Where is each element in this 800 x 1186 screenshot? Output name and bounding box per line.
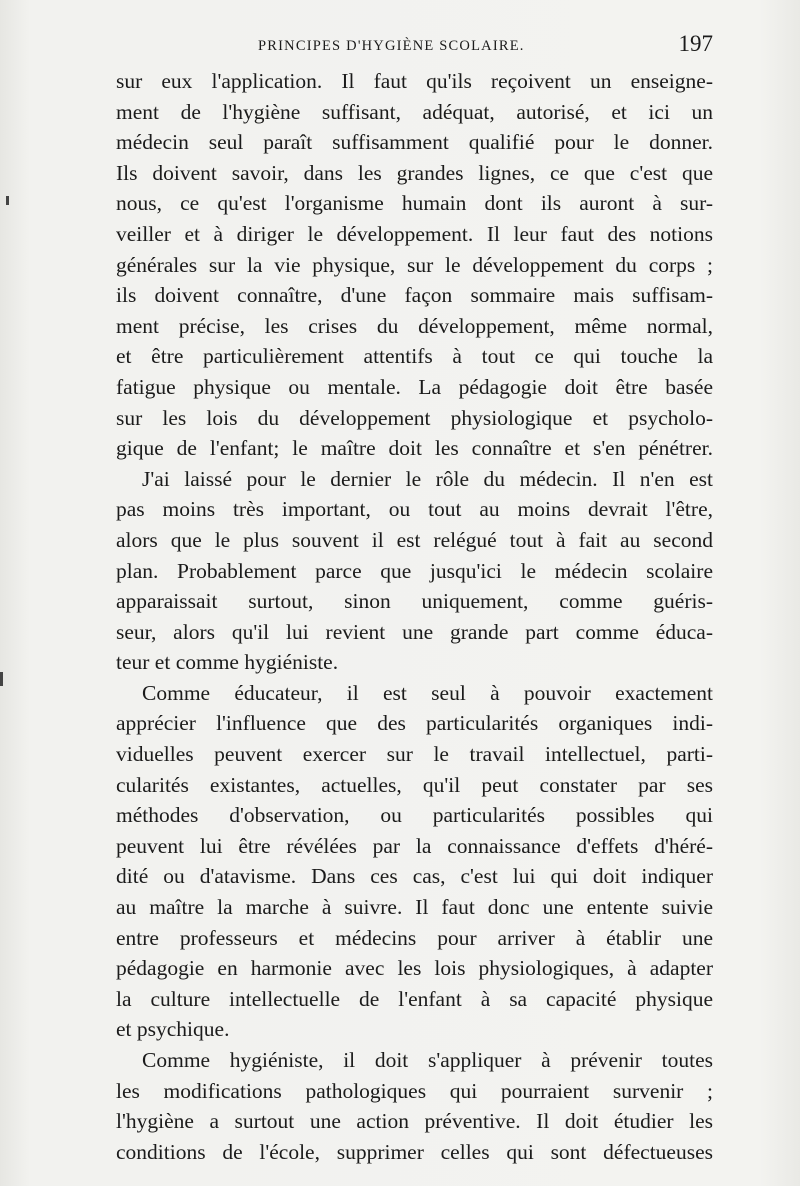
text-line: médecin seul paraît suffisamment qualifié pour le donner.: [116, 130, 713, 155]
text-line: viduelles peuvent exercer sur le travail intellectuel, parti-: [116, 742, 713, 767]
text-line: ils doivent connaître, d'une façon sommaire mais suffisam-: [116, 283, 713, 308]
text-line: les modifications pathologiques qui pourraient survenir ;: [116, 1078, 713, 1103]
text-line: et psychique.: [116, 1017, 230, 1042]
text-line: cularités existantes, actuelles, qu'il peut constater par ses: [116, 772, 713, 797]
text-line: sur eux l'application. Il faut qu'ils reçoivent un enseigne-: [116, 69, 713, 93]
text-line: nous, ce qu'est l'organisme humain dont ils auront à sur-: [116, 191, 713, 216]
margin-mark: [0, 672, 3, 686]
text-line: méthodes d'observation, ou particularités possibles qui: [116, 803, 713, 828]
text-line: générales sur la vie physique, sur le développement du corps ;: [116, 252, 713, 277]
page-number: 197: [678, 31, 713, 56]
text-line: peuvent lui être révélées par la connaissance d'effets d'héré-: [116, 833, 713, 858]
text-line: pas moins très important, ou tout au moins devrait l'être,: [116, 497, 713, 522]
margin-mark: [6, 196, 9, 205]
text-line: veiller et à diriger le développement. Il leur faut des notions: [116, 221, 713, 246]
running-head: [118, 31, 713, 58]
text-line: sur les lois du développement physiologique et psycholo-: [116, 405, 713, 430]
text-line: apparaissait surtout, sinon uniquement, comme guéris-: [116, 589, 713, 614]
text-line: Comme éducateur, il est seul à pouvoir exactement: [142, 680, 713, 705]
text-line: apprécier l'influence que des particularités organiques indi-: [116, 711, 713, 736]
text-line: pédagogie en harmonie avec les lois physiologiques, à adapter: [116, 956, 713, 981]
text-line: Comme hygiéniste, il doit s'appliquer à prévenir toutes: [142, 1048, 713, 1072]
text-line: ment précise, les crises du développement, même normal,: [116, 313, 713, 338]
text-line: la culture intellectuelle de l'enfant à sa capacité physique: [116, 986, 713, 1011]
text-line: et être particulièrement attentifs à tout ce qui touche la: [116, 344, 713, 369]
text-line: ment de l'hygiène suffisant, adéquat, autorisé, et ici un: [116, 99, 713, 124]
text-line: seur, alors qu'il lui revient une grande part comme éduca-: [116, 619, 713, 644]
text-line: plan. Probablement parce que jusqu'ici le médecin scolaire: [116, 558, 713, 583]
text-line: conditions de l'école, supprimer celles qui sont défectueuses: [116, 1139, 713, 1164]
text-line: teur et comme hygiéniste.: [116, 650, 339, 675]
text-line: gique de l'enfant; le maître doit les connaître et s'en pénétrer.: [116, 436, 713, 461]
text-line: J'ai laissé pour le dernier le rôle du médecin. Il n'en est: [142, 466, 713, 491]
text-line: l'hygiène a surtout une action préventive. Il doit étudier les: [116, 1109, 713, 1134]
text-line: dité ou d'atavisme. Dans ces cas, c'est lui qui doit indiquer: [116, 864, 713, 889]
body-text: [116, 66, 713, 1167]
text-line: alors que le plus souvent il est relégué tout à fait au second: [116, 527, 713, 552]
text-line: au maître la marche à suivre. Il faut donc une entente suivie: [116, 895, 713, 920]
text-line: Ils doivent savoir, dans les grandes lignes, ce que c'est que: [116, 160, 713, 185]
running-title: PRINCIPES D'HYGIÈNE SCOLAIRE.: [258, 38, 525, 54]
text-line: entre professeurs et médecins pour arriver à établir une: [116, 925, 713, 950]
text-line: fatigue physique ou mentale. La pédagogie doit être basée: [116, 374, 713, 399]
